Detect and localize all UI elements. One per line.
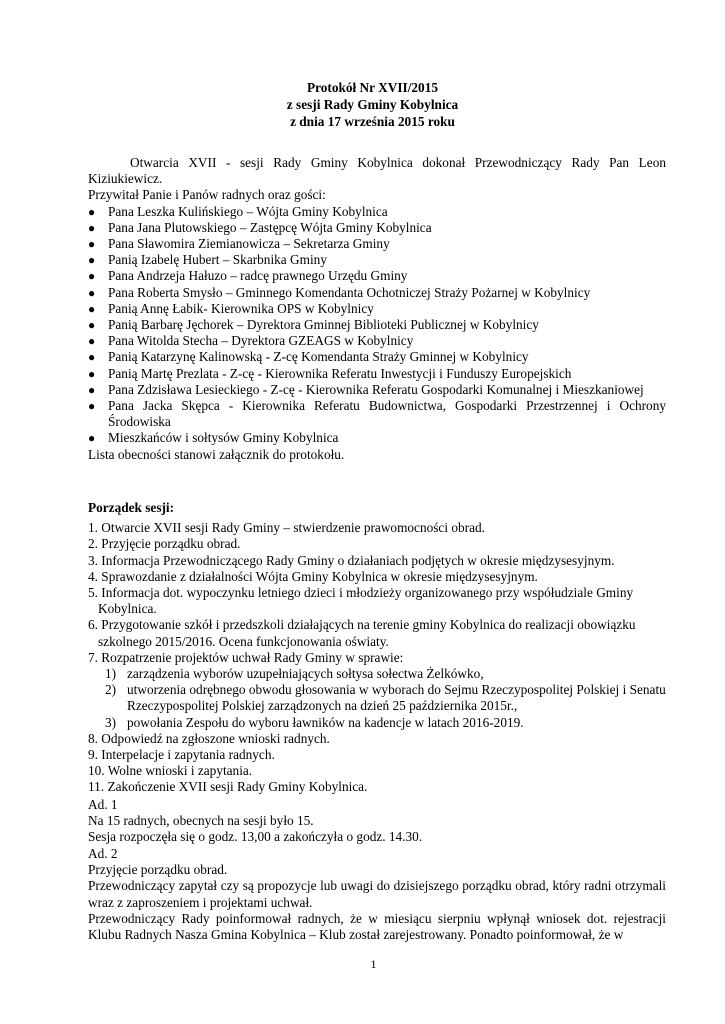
protocol-title: [0, 79, 725, 130]
resolution-text: powołania Zespołu do wyboru ławników na kadencje w latach 2016-2019.: [127, 714, 524, 730]
ad2-heading: Ad. 2: [88, 846, 118, 861]
guest-text: Pana Witolda Stecha – Dyrektora GZEAGS w Kobylnicy: [108, 333, 414, 349]
guest-text: Panią Izabelę Hubert – Skarbnika Gminy: [108, 252, 327, 268]
resolution-text: utworzenia odrębnego obwodu głosowania w wyborach do Sejmu Rzeczypospolitej Polskiej i Senatu Rzeczypospolitej Polskiej zarządzonych na dzień 25 października 2015r.,: [127, 682, 666, 714]
ad2-paragraph: Przewodniczący zapytał czy są propozycje lub uwagi do dzisiejszego porządku obrad, który radni otrzymali wraz z zaproszeniem i projektami uchwał.: [88, 878, 666, 910]
welcome-line: Przywitał Panie i Panów radnych oraz gości:: [88, 187, 326, 203]
guest-item: [88, 349, 666, 365]
ad1-line: Sesja rozpoczęła się o godz. 13,00 a zakończyła o godz. 14.30.: [88, 829, 423, 845]
ad2-line: Przyjęcie porządku obrad.: [88, 862, 228, 878]
agenda-heading: Porządek sesji:: [88, 500, 175, 515]
bullet-icon: ●: [88, 285, 96, 300]
page-number: 1: [370, 957, 377, 971]
guest-text: Panią Annę Łabik- Kierownika OPS w Kobylnicy: [108, 300, 374, 316]
bullet-icon: ●: [88, 220, 96, 235]
bullet-icon: ●: [88, 399, 96, 414]
agenda-item: 7. Rozpatrzenie projektów uchwał Rady Gminy w sprawie:: [88, 649, 404, 665]
agenda-item: 3. Informacja Przewodniczącego Rady Gminy o działaniach podjętych w okresie międzysesyjnym.: [88, 552, 615, 568]
bullet-icon: ●: [88, 334, 96, 349]
ad2-paragraph: Przewodniczący Rady poinformował radnych, że w miesiącu sierpniu wpłynął wniosek dot. rejestracji Klubu Radnych Nasza Gmina Kobylnica – Klub został zarejestrowany. Ponadto poinformował, że w: [88, 910, 666, 943]
guest-text: Pana Andrzeja Hałuzo – radcę prawnego Urzędu Gminy: [108, 268, 408, 284]
bullet-icon: ●: [88, 301, 96, 316]
agenda-item: 11. Zakończenie XVII sesji Rady Gminy Kobylnica.: [88, 779, 368, 795]
guest-text: Panią Katarzynę Kalinowską - Z-cę Komendanta Straży Gminnej w Kobylnicy: [108, 349, 529, 365]
agenda-item: 2. Przyjęcie porządku obrad.: [88, 536, 241, 552]
opening-paragraph: Otwarcia XVII - sesji Rady Gminy Kobylnica dokonał Przewodniczący Rady Pan Leon Kiziukiewicz.: [88, 155, 666, 187]
guest-list: [88, 204, 666, 447]
guest-text: Pana Sławomira Ziemianowicza – Sekretarza Gminy: [108, 236, 390, 252]
bullet-icon: ●: [88, 382, 96, 397]
guest-item: [88, 398, 666, 430]
ad1-line: Na 15 radnych, obecnych na sesji było 15.: [88, 813, 314, 829]
guest-text: Pana Leszka Kulińskiego – Wójta Gminy Kobylnica: [108, 203, 388, 219]
guest-item: [88, 382, 666, 398]
bullet-icon: ●: [88, 237, 96, 252]
bullet-icon: ●: [88, 431, 96, 446]
agenda-item: 6. Przygotowanie szkół i przedszkoli działających na terenie gminy Kobylnica do realizacji obowiązku szkolnego 2015/2016. Ocena funkcjonowania oświaty.: [88, 617, 636, 649]
guest-text: Pana Roberta Smysło – Gminnego Komendanta Ochotniczej Straży Pożarnej w Kobylnicy: [108, 284, 591, 300]
resolution-item: [105, 666, 666, 682]
bullet-icon: ●: [88, 350, 96, 365]
title-line-1: Protokół Nr XVII/2015: [306, 80, 438, 95]
resolution-number: 3): [105, 714, 117, 730]
guest-text: Pana Zdzisława Lesieckiego - Z-cę - Kierownika Referatu Gospodarki Komunalnej i Mieszkaniowej: [108, 381, 644, 397]
bullet-icon: ●: [88, 318, 96, 333]
resolution-item: [105, 715, 666, 731]
guest-item: [88, 285, 666, 301]
title-line-2: z sesji Rady Gminy Kobylnica: [286, 97, 459, 112]
attendance-note: Lista obecności stanowi załącznik do protokołu.: [88, 446, 345, 462]
agenda-item: 10. Wolne wnioski i zapytania.: [88, 763, 253, 779]
bullet-icon: ●: [88, 366, 96, 381]
bullet-icon: ●: [88, 204, 96, 219]
agenda-item: 9. Interpelacje i zapytania radnych.: [88, 747, 275, 763]
guest-item: [88, 366, 666, 382]
agenda-item: 1. Otwarcie XVII sesji Rady Gminy – stwierdzenie prawomocności obrad.: [88, 520, 485, 536]
agenda-item: 8. Odpowiedź na zgłoszone wnioski radnych.: [88, 730, 330, 746]
guest-item: [88, 220, 666, 236]
ad2-section: [88, 846, 666, 943]
guest-text: Panią Barbarę Jęchorek – Dyrektora Gminnej Biblioteki Publicznej w Kobylnicy: [108, 317, 539, 333]
guest-item: [88, 333, 666, 349]
guest-text: Pana Jacka Skępca - Kierownika Referatu Budownictwa, Gospodarki Przestrzennej i Ochrony Środowiska: [108, 398, 666, 430]
resolution-item: [105, 682, 666, 714]
guest-item: [88, 317, 666, 333]
resolution-number: 2): [105, 682, 117, 698]
resolution-text: zarządzenia wyborów uzupełniających sołtysa sołectwa Żelkówko,: [127, 666, 484, 682]
guest-item: [88, 430, 666, 446]
agenda-item: 4. Sprawozdanie z działalności Wójta Gminy Kobylnica w okresie międzysesyjnym.: [88, 568, 538, 584]
agenda-item: 5. Informacja dot. wypoczynku letniego dzieci i młodzieży organizowanego przy współudziale Gminy Kobylnica.: [88, 585, 634, 617]
intro-section: [88, 155, 666, 463]
guest-text: Mieszkańców i sołtysów Gminy Kobylnica: [108, 430, 339, 446]
guest-text: Panią Martę Prezlata - Z-cę - Kierownika Referatu Inwestycji i Funduszy Europejskich: [108, 365, 572, 381]
guest-item: [88, 236, 666, 252]
guest-item: [88, 252, 666, 268]
ad1-section: [88, 797, 666, 846]
guest-item: [88, 301, 666, 317]
title-line-3: z dnia 17 września 2015 roku: [290, 114, 455, 129]
ad1-heading: Ad. 1: [88, 797, 118, 812]
guest-text: Pana Jana Plutowskiego – Zastępcę Wójta Gminy Kobylnica: [108, 219, 432, 235]
guest-item: [88, 204, 666, 220]
resolution-list: [88, 666, 666, 731]
bullet-icon: ●: [88, 269, 96, 284]
bullet-icon: ●: [88, 253, 96, 268]
guest-item: [88, 268, 666, 284]
resolution-number: 1): [105, 666, 117, 682]
agenda-section: [88, 500, 666, 796]
